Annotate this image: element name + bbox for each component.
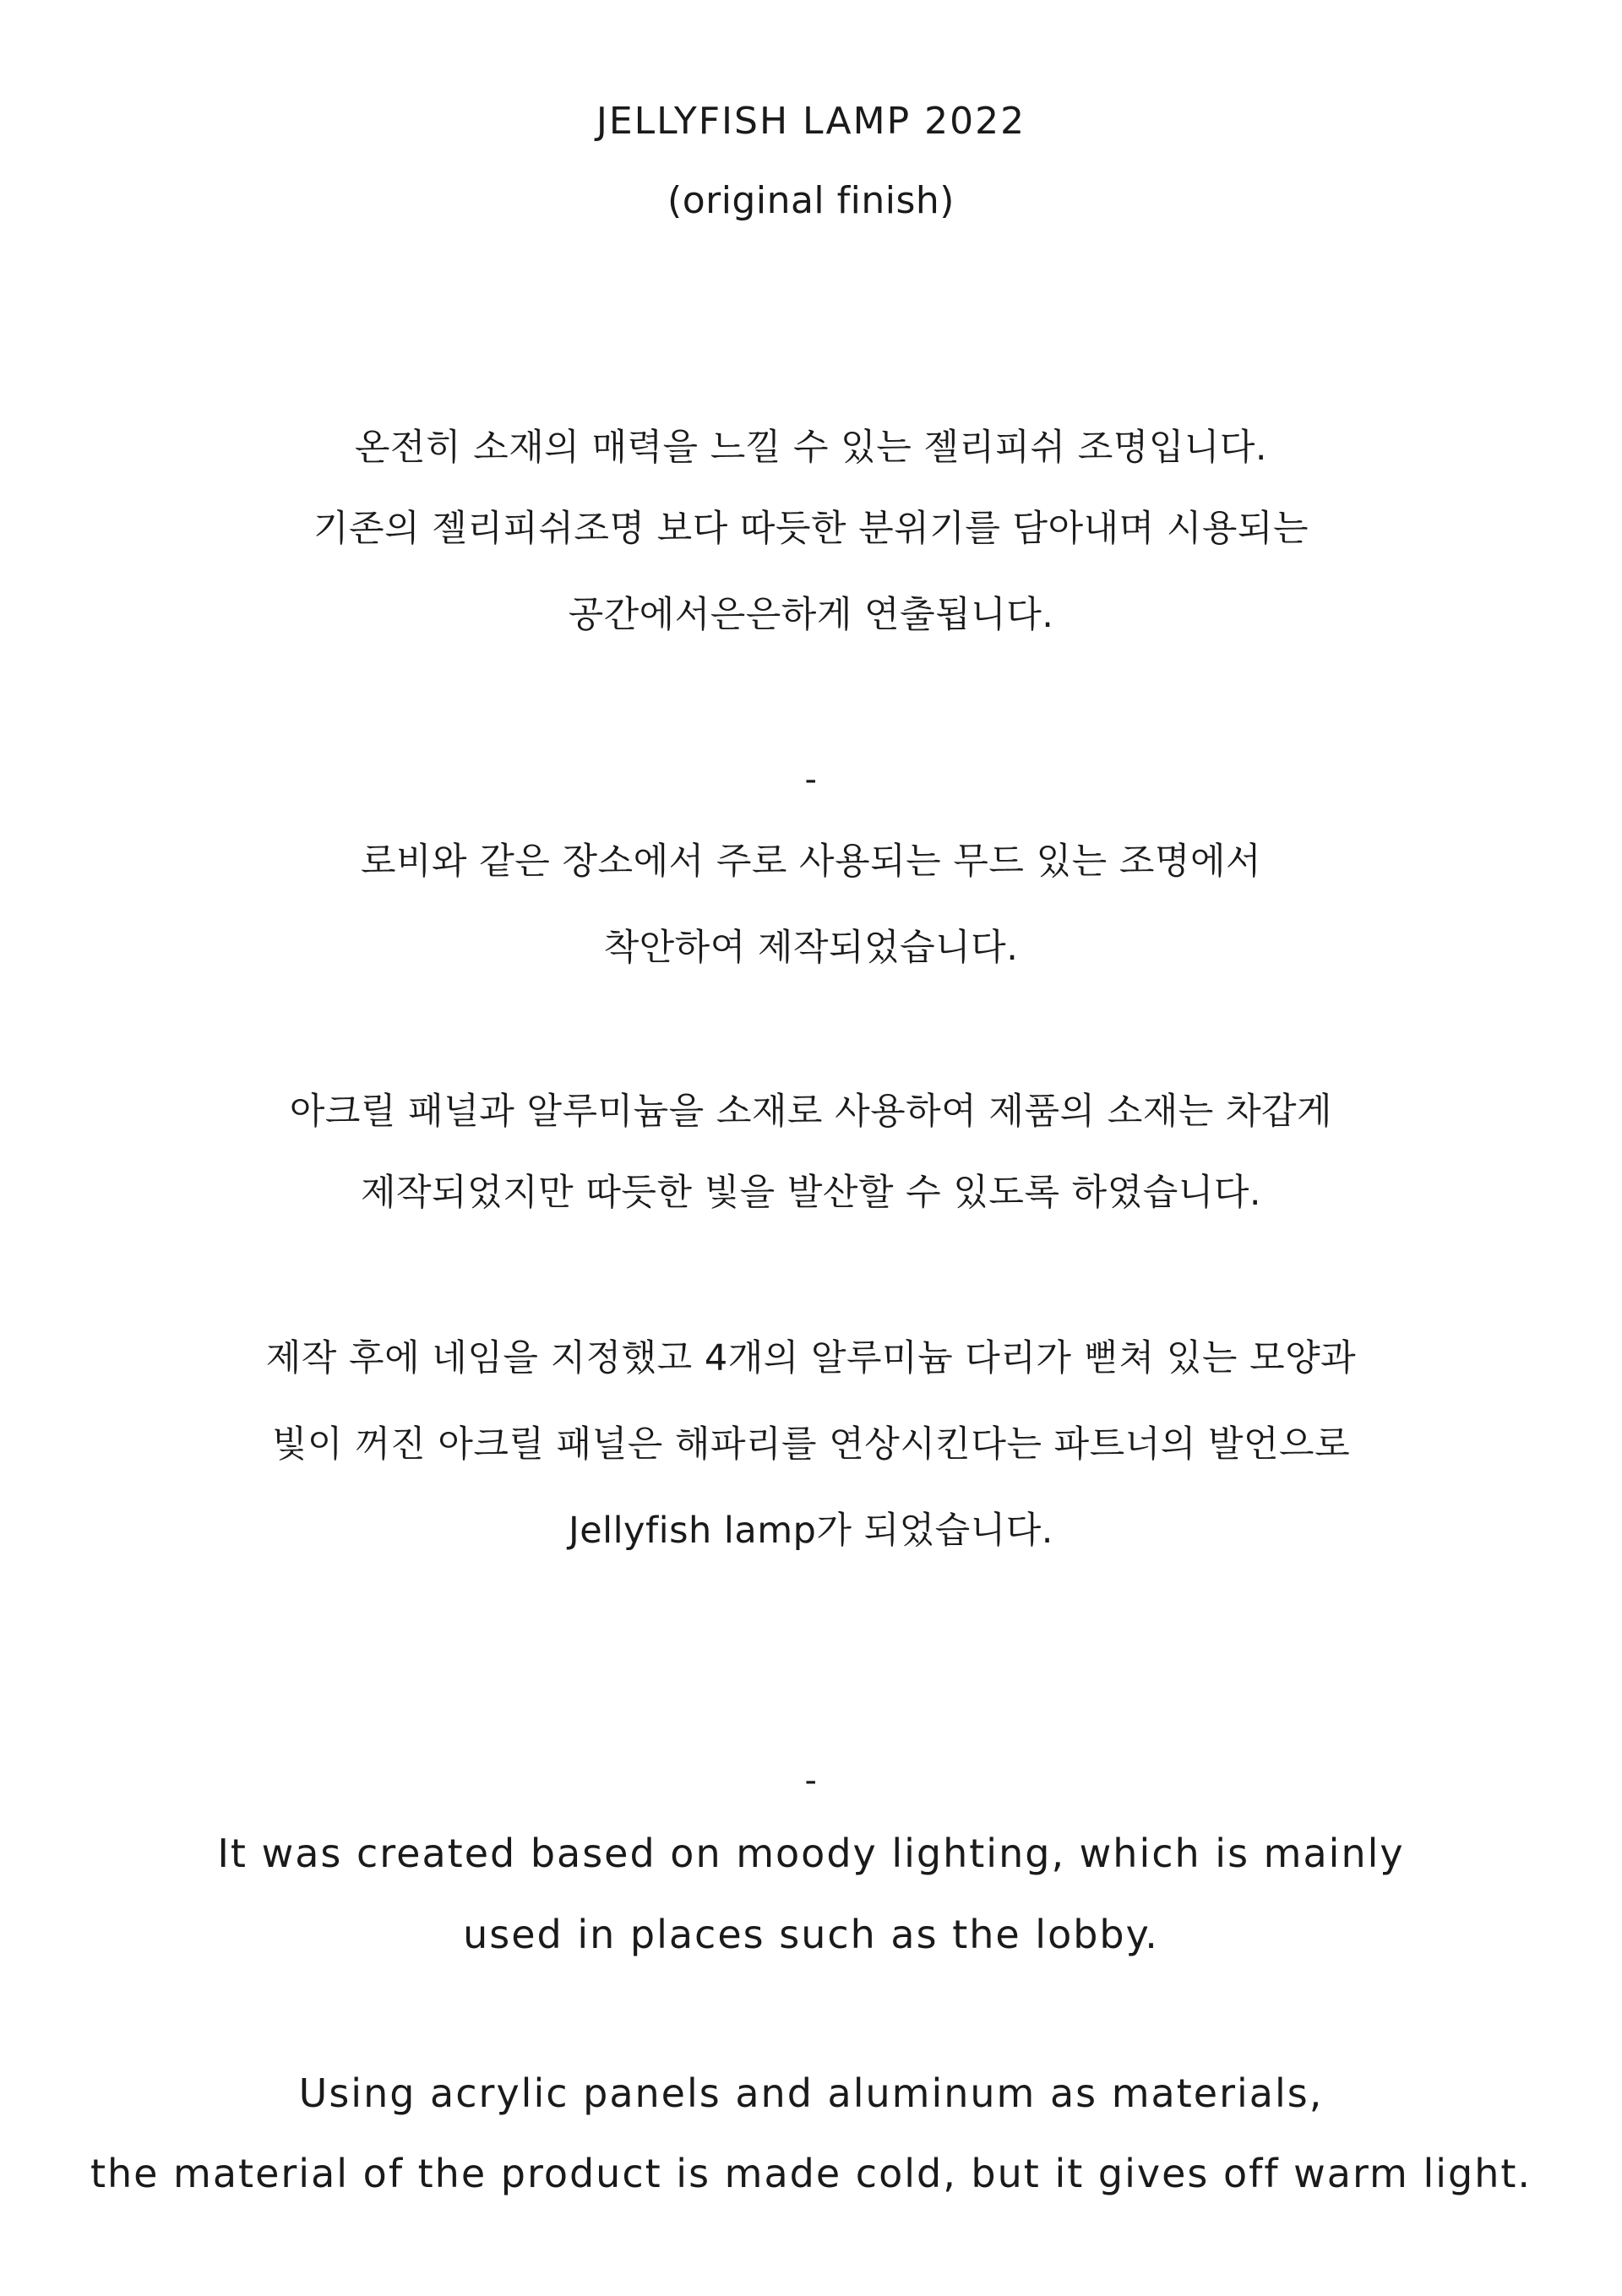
english-paragraph-1-line-1: It was created based on moody lighting, which is mainly <box>217 1831 1405 1876</box>
korean-paragraph-3-line-3: Jellyfish lamp가 되었습니다. <box>569 1510 1053 1552</box>
english-paragraph-2-line-2: the material of the product is made cold, but it gives off warm light. <box>90 2151 1532 2196</box>
page-title: JELLYFISH LAMP 2022 <box>596 100 1026 143</box>
korean-intro-line-3: 공간에서은은하게 연출됩니다. <box>568 594 1054 636</box>
korean-paragraph-1-line-2: 착안하여 제작되었습니다. <box>603 927 1019 969</box>
korean-separator: - <box>804 760 818 799</box>
korean-paragraph-1-line-1: 로비와 같은 장소에서 주로 사용되는 무드 있는 조명에서 <box>360 841 1262 883</box>
english-paragraph-1-line-2: used in places such as the lobby. <box>463 1912 1159 1957</box>
korean-intro-line-2: 기존의 젤리피쉬조명 보다 따듯한 분위기를 담아내며 시용되는 <box>313 508 1309 550</box>
page-subtitle: (original finish) <box>667 179 955 222</box>
english-paragraph-2-line-1: Using acrylic panels and aluminum as materials, <box>298 2070 1324 2116</box>
korean-paragraph-3-line-1: 제작 후에 네임을 지정했고 4개의 알루미늄 다리가 뻗쳐 있는 모양과 <box>265 1337 1357 1379</box>
korean-paragraph-2-line-2: 제작되었지만 따듯한 빛을 발산할 수 있도록 하였습니다. <box>360 1172 1262 1214</box>
english-separator: - <box>804 1761 818 1800</box>
korean-paragraph-3-line-2: 빛이 꺼진 아크릴 패널은 해파리를 연상시킨다는 파트너의 발언으로 <box>271 1423 1351 1466</box>
korean-intro-line-1: 온전히 소재의 매력을 느낄 수 있는 젤리피쉬 조명입니다. <box>354 427 1268 469</box>
korean-paragraph-2-line-1: 아크릴 패널과 알루미늄을 소재로 사용하여 제품의 소재는 차갑게 <box>289 1091 1333 1133</box>
